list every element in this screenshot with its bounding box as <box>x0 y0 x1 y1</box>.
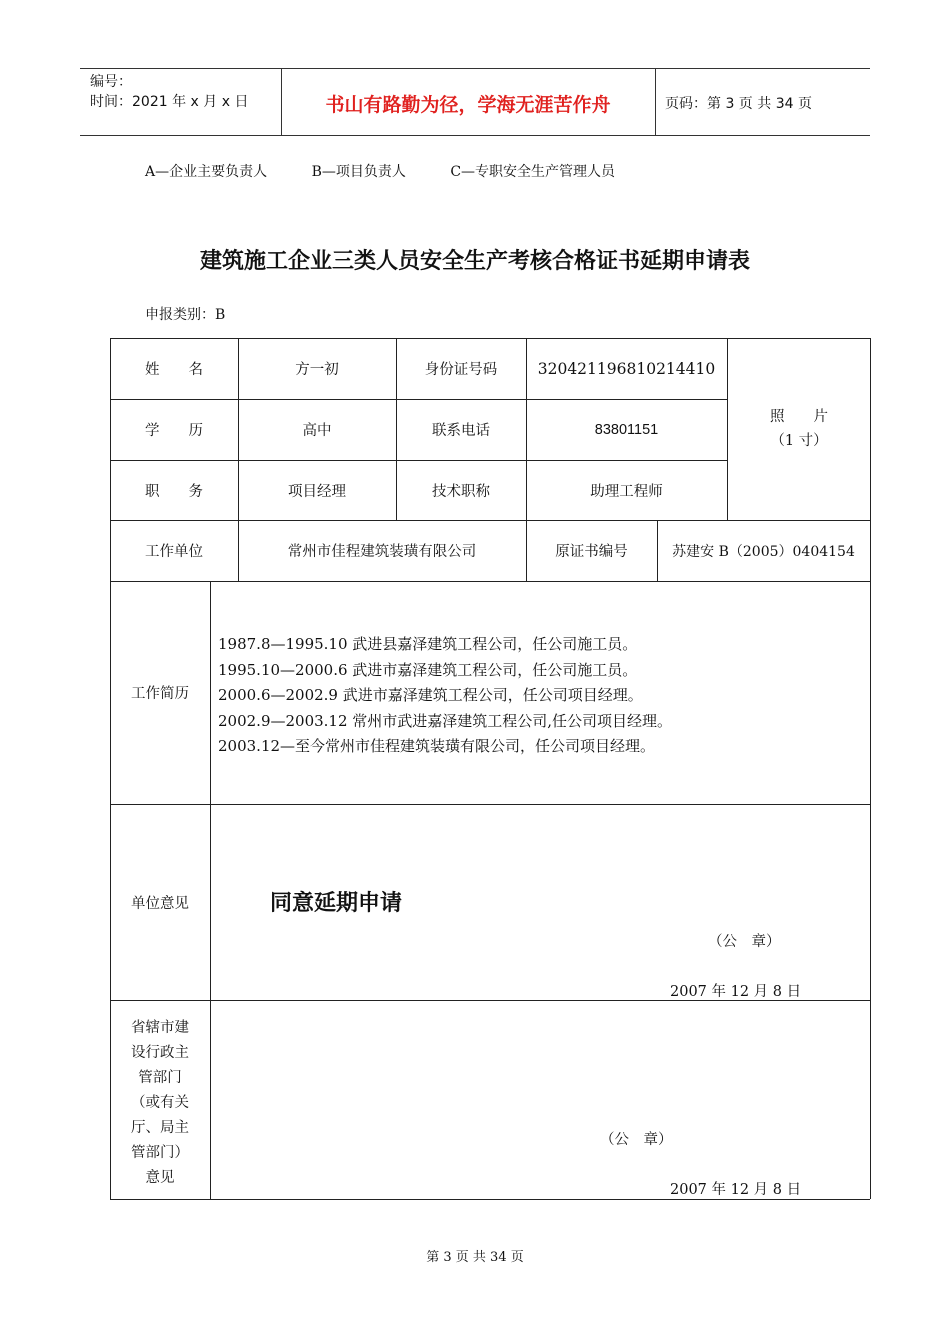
gov-label-line: 省辖市建 <box>131 1020 189 1036</box>
position-value: 项目经理 <box>288 483 346 500</box>
photo-label: 照 片 <box>770 409 828 425</box>
header-motto: 书山有路勤为径，学海无涯苦作舟 <box>325 94 611 116</box>
resume-line: 2000.6—2002.9 武进市嘉泽建筑工程公司，任公司项目经理。 <box>218 686 643 704</box>
table-rule <box>110 581 870 582</box>
unit-seal: （公 章） <box>708 934 781 950</box>
employer-value: 常州市佳程建筑装璜有限公司 <box>287 544 477 560</box>
resume-line: 2002.9—2003.12 常州市武进嘉泽建筑工程公司,任公司项目经理。 <box>218 711 673 730</box>
gov-label-line: 厅、局主 <box>131 1120 189 1136</box>
phone-value: 83801151 <box>594 421 659 438</box>
gov-label-line: 管部门 <box>138 1070 182 1086</box>
resume-line: 1987.8—1995.10 武进县嘉泽建筑工程公司，任公司施工员。 <box>218 635 638 653</box>
category-a: A—企业主要负责人 <box>145 164 268 180</box>
category-b: B—项目负责人 <box>311 164 406 180</box>
declare-type: 申报类别：B <box>145 307 226 323</box>
table-rule <box>870 338 871 1199</box>
header-divider <box>655 68 656 136</box>
gov-label-line: 管部门） <box>131 1145 189 1161</box>
header-meta <box>90 72 248 112</box>
resume-list <box>218 632 672 760</box>
position-label: 职 务 <box>145 483 203 500</box>
photo-size: （1 寸） <box>770 433 828 449</box>
employer-label: 工作单位 <box>145 544 203 560</box>
gov-opinion-label <box>110 1016 210 1191</box>
time-label: 时间：2021 年 x 月 x 日 <box>90 94 249 110</box>
category-c: C—专职安全生产管理人员 <box>450 164 616 180</box>
gov-label-line: 意见 <box>145 1170 175 1186</box>
gov-seal: （公 章） <box>600 1132 673 1148</box>
original-cert-value: 苏建安 B（2005）0404154 <box>672 543 855 560</box>
page-info: 页码：第 3 页 共 34 页 <box>665 96 812 112</box>
page-footer: 第 3 页 共 34 页 <box>426 1250 524 1265</box>
header-bottom-rule <box>80 135 870 136</box>
name-label: 姓 名 <box>145 362 203 378</box>
id-label: 身份证号码 <box>424 362 498 378</box>
tech-title-value: 助理工程师 <box>590 483 663 500</box>
name-value: 方一初 <box>295 362 339 378</box>
table-rule <box>110 804 870 805</box>
gov-date: 2007 年 12 月 8 日 <box>670 1182 802 1198</box>
unit-date: 2007 年 12 月 8 日 <box>670 984 802 1000</box>
phone-label: 联系电话 <box>432 423 490 439</box>
serial-label: 编号： <box>90 74 132 90</box>
unit-opinion-label: 单位意见 <box>131 895 189 912</box>
table-rule <box>110 1199 870 1200</box>
gov-label-line: （或有关 <box>131 1095 189 1111</box>
original-cert-label: 原证书编号 <box>555 544 628 560</box>
tech-title-label: 技术职称 <box>432 483 490 500</box>
resume-line: 2003.12—至今常州市佳程建筑装璜有限公司，任公司项目经理。 <box>218 737 656 755</box>
education-value: 高中 <box>302 423 332 439</box>
gov-label-line: 设行政主 <box>131 1045 189 1061</box>
header-top-rule <box>80 68 870 69</box>
photo-placeholder <box>728 405 870 453</box>
education-label: 学 历 <box>145 423 203 439</box>
unit-opinion-text: 同意延期申请 <box>270 891 403 916</box>
category-legend <box>145 161 655 181</box>
table-rule <box>210 581 211 1199</box>
resume-line: 1995.10—2000.6 武进市嘉泽建筑工程公司，任公司施工员。 <box>218 660 638 679</box>
form-title: 建筑施工企业三类人员安全生产考核合格证书延期申请表 <box>199 249 750 274</box>
resume-label: 工作简历 <box>131 686 189 702</box>
id-value: 320421196810214410 <box>537 359 716 378</box>
